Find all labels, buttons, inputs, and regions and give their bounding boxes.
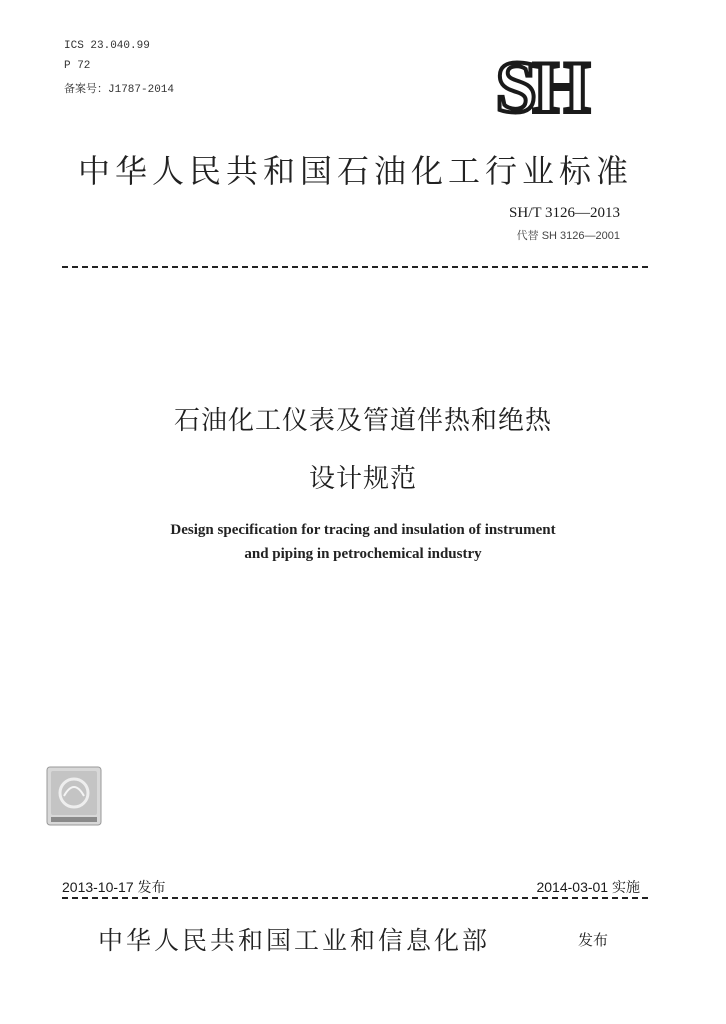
replaces-standard: 代替 SH 3126—2001 <box>516 230 620 242</box>
sh-logo-icon <box>466 50 616 124</box>
implementation-date: 2014-03-01 实施 <box>536 879 640 895</box>
title-en-line1: Design specification for tracing and insulation of instrument <box>170 522 556 538</box>
bottom-divider <box>62 897 648 899</box>
title-en-line2: and piping in petrochemical industry <box>244 546 482 562</box>
classification-code: P 72 <box>64 60 91 72</box>
publish-label: 发布 <box>578 931 609 949</box>
industry-standard-title: 中华人民共和国石油化工行业标准 <box>78 152 634 190</box>
title-cn-line2: 设计规范 <box>308 464 417 494</box>
logo-text: SH <box>495 50 587 124</box>
ics-code: ICS 23.040.99 <box>64 40 150 52</box>
release-date: 2013-10-17 发布 <box>62 879 166 895</box>
anti-counterfeit-seal-icon <box>46 766 102 826</box>
filing-number: 备案号：J1787-2014 <box>64 84 175 96</box>
top-divider <box>62 266 648 268</box>
issuing-authority: 中华人民共和国工业和信息化部 <box>98 926 491 955</box>
title-cn-line1: 石油化工仪表及管道伴热和绝热 <box>173 406 552 436</box>
standard-number: SH/T 3126—2013 <box>509 205 620 221</box>
